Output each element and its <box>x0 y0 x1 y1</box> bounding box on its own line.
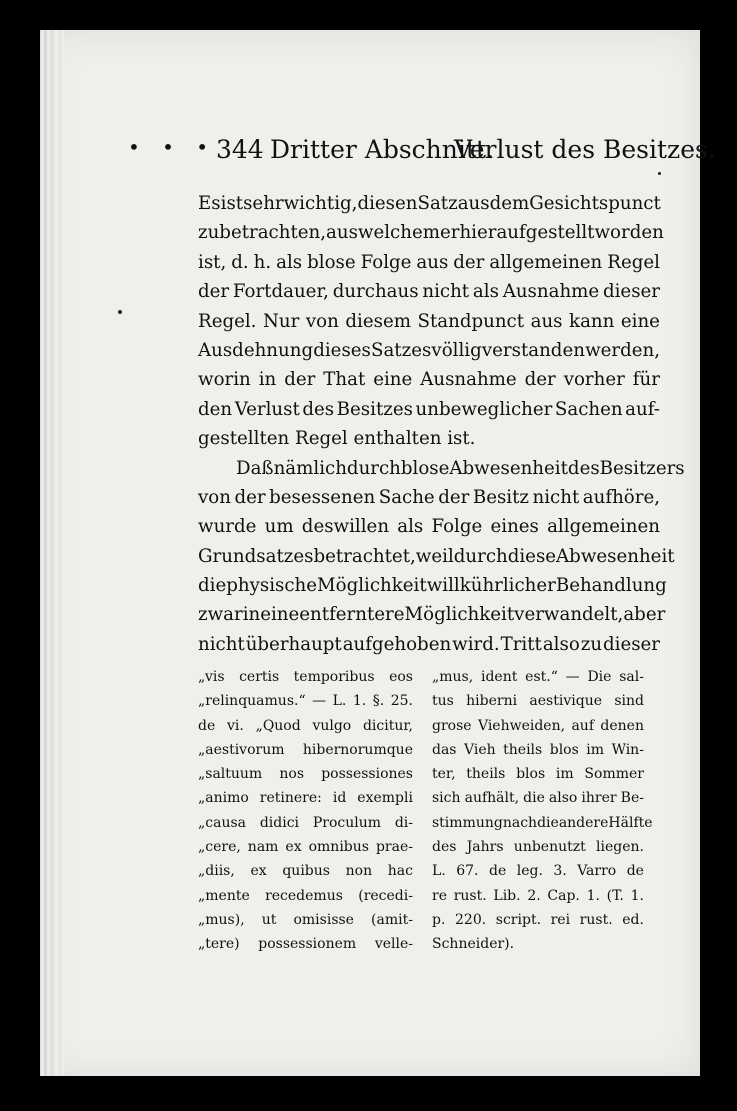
word: 67. <box>456 863 479 880</box>
word: 220. <box>455 911 487 928</box>
word: aufhöre, <box>582 486 660 508</box>
word: durch <box>346 457 401 479</box>
word: auf <box>571 717 594 734</box>
word: in <box>258 369 277 391</box>
word: dieses <box>313 339 371 361</box>
text-line <box>198 365 660 394</box>
footnote-line <box>432 908 644 932</box>
word: aus <box>326 222 358 244</box>
word: er <box>439 222 460 244</box>
word: „aestivorum <box>198 741 285 758</box>
word: verstanden <box>481 339 585 361</box>
footnote-line <box>432 762 644 786</box>
text-line <box>198 630 660 659</box>
word: unbeweglicher <box>415 398 553 420</box>
word: deswillen <box>301 516 390 538</box>
footnote-line <box>198 786 413 810</box>
word: di- <box>394 814 413 831</box>
word: der <box>234 486 266 508</box>
word: von <box>305 310 339 332</box>
word: um <box>264 516 294 538</box>
text-line <box>198 542 675 571</box>
word: est.“ <box>525 669 558 685</box>
word: Folge <box>431 516 483 538</box>
footnote-line <box>432 738 644 762</box>
word: eine <box>373 369 413 391</box>
word: aus <box>530 310 563 332</box>
word: als <box>472 281 499 303</box>
word: L. <box>432 863 446 880</box>
word: dem <box>489 193 530 214</box>
word: Viehweiden, <box>477 717 566 734</box>
word: omnibus <box>308 839 369 856</box>
word: stimmung <box>432 814 503 831</box>
word: p. <box>432 911 446 928</box>
word: 1. <box>352 693 367 710</box>
word: Behandlung <box>555 575 667 597</box>
word: sal- <box>619 669 644 685</box>
word: „Quod <box>255 717 301 734</box>
word: durch <box>453 545 508 567</box>
word: auf- <box>625 398 660 420</box>
word: vi. <box>226 717 244 734</box>
word: 1. <box>630 887 644 904</box>
word: Lib. <box>493 887 521 904</box>
word: sehr <box>243 193 284 214</box>
word: als <box>276 251 303 273</box>
word: Ausnahme <box>420 369 517 391</box>
running-title: Verlust des Besitzes. <box>454 135 716 164</box>
word: aufhält, <box>464 790 520 807</box>
word: Tritt <box>500 633 542 655</box>
word: kann <box>569 310 615 332</box>
word: nicht <box>198 633 245 655</box>
word: überhaupt <box>245 633 342 655</box>
word: aufgehoben <box>342 633 452 655</box>
word: Sachen <box>554 398 623 420</box>
word: aus <box>457 193 490 214</box>
word: diesem <box>345 310 411 332</box>
word: den <box>198 398 233 420</box>
footnote-line <box>432 665 644 689</box>
word: das <box>432 741 457 758</box>
main-text-block <box>128 135 716 659</box>
word: nicht <box>422 281 470 303</box>
word: „cere, <box>198 839 241 856</box>
footnote-line <box>198 932 413 956</box>
word: liegen. <box>596 839 644 856</box>
word: Ausdehnung <box>198 339 314 361</box>
word: ut <box>261 911 277 928</box>
word: durchaus <box>332 281 419 303</box>
word: Jahrs <box>466 839 504 856</box>
text-line <box>198 571 667 600</box>
footnote-line <box>432 884 644 908</box>
word: ist, <box>198 251 227 273</box>
word: blose <box>307 251 356 273</box>
footnote-line: Schneider). <box>432 936 515 953</box>
word: hiberni <box>466 693 518 710</box>
word: „causa <box>198 814 246 831</box>
word: blos <box>516 766 546 783</box>
word: quibus <box>282 863 330 880</box>
page-edge-stack <box>40 30 64 1076</box>
word: 1. <box>586 887 600 904</box>
page-number: 344 <box>216 135 264 164</box>
text-line <box>198 454 685 483</box>
word: aus <box>416 251 449 273</box>
word: die <box>537 814 559 831</box>
word: tus <box>432 693 454 710</box>
word: dicitur, <box>362 717 413 734</box>
word: diesen <box>357 193 418 214</box>
footnote-line <box>198 738 413 762</box>
word: eos <box>389 669 413 685</box>
word: nos <box>279 766 305 783</box>
word: „vis <box>198 669 225 685</box>
word: besessenen <box>269 486 376 508</box>
word: de <box>626 863 644 880</box>
word: Cap. <box>547 887 580 904</box>
word: völlig <box>431 339 482 361</box>
word: nach <box>502 814 538 831</box>
word: für <box>632 369 660 391</box>
word: re <box>432 887 447 904</box>
word: vulgo <box>312 717 352 734</box>
word: der <box>453 251 485 273</box>
word: eines <box>490 516 539 538</box>
word: Abwesenheit <box>556 545 675 567</box>
word: physische <box>226 575 318 597</box>
text-line <box>198 248 660 277</box>
word: wichtig, <box>283 193 358 214</box>
word: Satz <box>417 193 458 214</box>
word: Regel <box>607 251 660 273</box>
word: — <box>565 669 580 685</box>
word: (T. <box>606 887 624 904</box>
word: betrachtet, <box>313 545 416 567</box>
word: hac <box>387 863 413 880</box>
word: „relinquamus.“ <box>198 693 306 710</box>
word: der <box>438 486 470 508</box>
word: Besitzes <box>336 398 413 420</box>
word: 2. <box>527 887 541 904</box>
word: theils <box>503 741 543 758</box>
word: dieser <box>602 633 660 655</box>
word: (recedi- <box>358 887 413 904</box>
word: aber <box>623 604 666 626</box>
footnote-line <box>432 786 644 810</box>
word: certis <box>239 669 280 685</box>
word: „animo <box>198 790 249 807</box>
word: d. <box>231 251 249 273</box>
word: ed. <box>622 911 644 928</box>
word: de <box>198 717 216 734</box>
word: Möglichkeit <box>317 575 427 597</box>
word: andere <box>558 814 609 831</box>
header-marks: • • • <box>128 135 217 159</box>
word: — <box>312 693 327 710</box>
word: Besitzers <box>599 457 685 479</box>
word: des <box>302 398 335 420</box>
word: velle- <box>374 936 413 953</box>
word: sich <box>432 790 461 807</box>
word: verwandelt, <box>514 604 624 626</box>
word: sind <box>614 693 644 710</box>
word: omisisse <box>293 911 354 928</box>
word: Abwesenheit <box>449 457 568 479</box>
word: hibernorumque <box>302 741 413 758</box>
word: des <box>432 839 457 856</box>
text-line <box>198 307 660 336</box>
ink-speck <box>118 310 122 314</box>
word: grose <box>432 717 472 734</box>
word: theils <box>466 766 506 783</box>
word: ist <box>220 193 244 214</box>
word: des <box>567 457 600 479</box>
word: Regel. <box>198 310 257 332</box>
word: Es <box>198 193 221 214</box>
running-header <box>128 135 716 175</box>
word: „tere) <box>198 936 240 953</box>
word: Win- <box>611 741 644 758</box>
word: „diis, <box>198 863 235 880</box>
word: rei <box>550 911 571 928</box>
footnote-line <box>432 835 644 859</box>
word: von <box>198 486 231 508</box>
word: h. <box>253 251 272 273</box>
text-line <box>198 277 660 306</box>
section-title: Dritter Abschnitt. <box>270 135 494 164</box>
word: worin <box>198 369 251 391</box>
word: Be- <box>620 790 644 807</box>
footnote-line <box>198 811 413 835</box>
word: recedemus <box>265 887 343 904</box>
word: possessionem <box>258 936 357 953</box>
word: Ausnahme <box>502 281 600 303</box>
word: welchem <box>357 222 440 244</box>
footnote-line <box>432 859 644 883</box>
word: allgemeinen <box>547 516 660 538</box>
footnote-line <box>198 884 413 908</box>
word: rust. <box>453 887 487 904</box>
word: Die <box>587 669 612 685</box>
word: Vieh <box>464 741 496 758</box>
footnote-column-left <box>198 665 413 957</box>
word: der <box>284 369 316 391</box>
word: ex <box>285 839 302 856</box>
footnote-line <box>432 689 644 713</box>
word: ex <box>250 863 267 880</box>
word: hier <box>459 222 497 244</box>
word: 3. <box>553 863 567 880</box>
word: „mente <box>198 887 250 904</box>
word: script. <box>495 911 542 928</box>
word: blos <box>549 741 579 758</box>
word: Sache <box>378 486 435 508</box>
word: Fortdauer, <box>232 281 329 303</box>
word: der <box>198 281 230 303</box>
word: L. <box>332 693 347 710</box>
text-line <box>198 395 660 424</box>
word: nam <box>247 839 279 856</box>
word: wird. <box>452 633 500 655</box>
text-line <box>198 483 660 512</box>
word: didici <box>259 814 300 831</box>
word: Folge <box>360 251 412 273</box>
word: willkührlicher <box>426 575 556 597</box>
word: aestivique <box>529 693 602 710</box>
footnote-line <box>198 689 413 713</box>
word: §. <box>372 693 385 710</box>
word: aufgestellt <box>496 222 595 244</box>
text-line <box>198 600 666 629</box>
word: id <box>332 790 347 807</box>
word: „saltuum <box>198 766 263 783</box>
footnote-line <box>432 714 644 738</box>
word: vorher <box>563 369 625 391</box>
footnote-line <box>198 665 413 689</box>
word: diese <box>507 545 557 567</box>
word: de <box>488 863 507 880</box>
word: im <box>555 766 574 783</box>
word: weil <box>415 545 454 567</box>
footnote-line <box>198 762 413 786</box>
word: eine <box>620 310 660 332</box>
word: denen <box>600 717 644 734</box>
word: Verlust <box>234 398 300 420</box>
word: 25. <box>390 693 413 710</box>
word: zu <box>580 633 603 655</box>
word: non <box>345 863 373 880</box>
footnote-line <box>432 811 653 835</box>
word: nicht <box>532 486 580 508</box>
footnote-column-right <box>432 665 653 957</box>
word: als <box>397 516 424 538</box>
word: temporibus <box>293 669 375 685</box>
word: entferntere <box>299 604 405 626</box>
word: Standpunct <box>417 310 525 332</box>
text-line <box>198 512 660 541</box>
word: die <box>523 790 545 807</box>
word: leg. <box>516 863 543 880</box>
word: also <box>548 790 578 807</box>
word: zwar <box>198 604 243 626</box>
footnote-line <box>198 859 413 883</box>
word: unbenutzt <box>513 839 586 856</box>
word: Hälfte <box>608 814 653 831</box>
word: ter, <box>432 766 456 783</box>
word: „mus), <box>198 911 245 928</box>
word: ihrer <box>581 790 617 807</box>
text-line: gestellten Regel enthalten ist. <box>198 428 476 450</box>
word: dieser <box>602 281 660 303</box>
word: wurde <box>198 516 257 538</box>
text-line <box>198 336 660 365</box>
word: „mus, <box>432 669 474 685</box>
word: ident <box>480 669 518 685</box>
text-line <box>198 189 660 218</box>
word: worden <box>594 222 664 244</box>
body-text <box>198 189 685 659</box>
word: Grundsatzes <box>198 545 314 567</box>
word: prae- <box>375 839 413 856</box>
footnote-line <box>198 908 413 932</box>
word: That <box>323 369 366 391</box>
word: rust. <box>579 911 613 928</box>
word: der <box>524 369 556 391</box>
footnote-line <box>198 835 413 859</box>
word: Satzes <box>371 339 432 361</box>
word: nämlich <box>273 457 347 479</box>
word: Proculum <box>312 814 381 831</box>
word: exempli <box>357 790 413 807</box>
word: possessiones <box>321 766 413 783</box>
word: Gesichtspunct <box>529 193 661 214</box>
word: werden, <box>585 339 660 361</box>
word: Möglichkeit <box>404 604 515 626</box>
word: blose <box>400 457 450 479</box>
word: eine <box>260 604 300 626</box>
word: Varro <box>577 863 617 880</box>
footnote-line <box>198 714 413 738</box>
word: in <box>242 604 261 626</box>
word: Nur <box>263 310 300 332</box>
word: zu <box>198 222 220 244</box>
text-line <box>198 218 664 247</box>
word: also <box>542 633 580 655</box>
word: die <box>198 575 227 597</box>
word: (amit- <box>371 911 413 928</box>
word: Besitz <box>472 486 530 508</box>
word: Sommer <box>584 766 644 783</box>
word: betrachten, <box>219 222 327 244</box>
word: allgemeinen <box>489 251 603 273</box>
word: im <box>586 741 605 758</box>
word: retinere: <box>259 790 322 807</box>
word: Daß <box>236 457 274 479</box>
